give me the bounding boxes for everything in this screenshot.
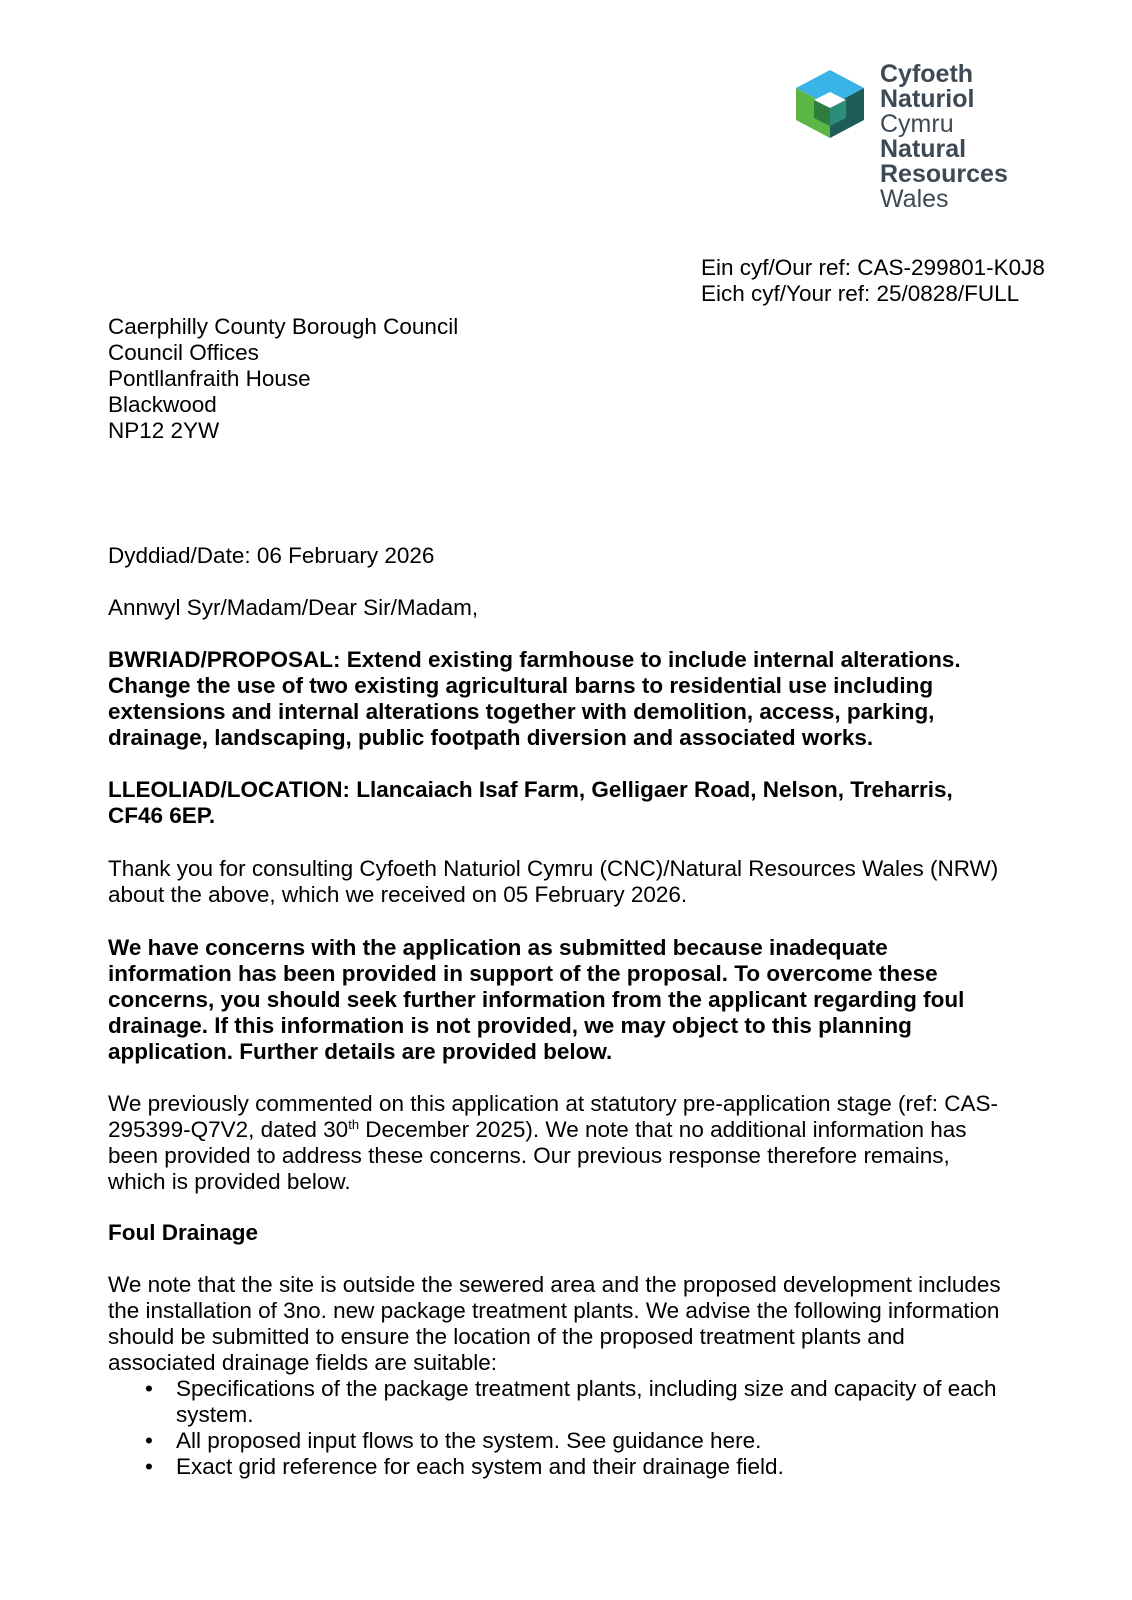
location-line: CF46 6EP. xyxy=(108,803,216,828)
list-item xyxy=(108,1376,1028,1428)
recipient-address xyxy=(108,314,458,444)
concerns-line: application. Further details are provided below. xyxy=(108,1039,613,1064)
foul-drainage-heading: Foul Drainage xyxy=(108,1220,259,1245)
list-item xyxy=(108,1428,1028,1454)
concerns-paragraph xyxy=(108,935,1008,1065)
previous-line: which is provided below. xyxy=(108,1169,351,1194)
thanks-line: Thank you for consulting Cyfoeth Naturiol Cymru (CNC)/Natural Resources Wales (NRW) xyxy=(108,856,999,881)
address-line: Caerphilly County Borough Council xyxy=(108,314,459,339)
list-item-line: system. xyxy=(176,1402,254,1427)
salutation: Annwyl Syr/Madam/Dear Sir/Madam, xyxy=(108,595,479,620)
foul-line: should be submitted to ensure the location of the proposed treatment plants and xyxy=(108,1324,905,1349)
letter-date: Dyddiad/Date: 06 February 2026 xyxy=(108,543,435,568)
our-ref: Ein cyf/Our ref: CAS-299801-K0J8 xyxy=(701,255,1045,280)
list-item-line: All proposed input flows to the system. See guidance here. xyxy=(176,1428,762,1453)
bullet-icon: • xyxy=(145,1428,153,1453)
foul-line: We note that the site is outside the sewered area and the proposed development includes xyxy=(108,1272,1001,1297)
concerns-line: We have concerns with the application as submitted because inadequate xyxy=(108,935,888,960)
proposal-paragraph xyxy=(108,647,1008,751)
requirements-list xyxy=(108,1376,1028,1480)
thanks-paragraph xyxy=(108,856,1028,908)
address-line: Council Offices xyxy=(108,340,259,365)
concerns-line: concerns, you should seek further information from the applicant regarding foul xyxy=(108,987,965,1012)
list-item-line: Exact grid reference for each system and their drainage field. xyxy=(176,1454,784,1479)
ordinal-suffix: th xyxy=(348,1117,360,1132)
logo-wordmark xyxy=(880,62,1008,212)
logo-line-3: Cymru xyxy=(880,110,954,138)
previous-line-part: 295399-Q7V2, dated 30 xyxy=(108,1117,349,1142)
address-line: Pontllanfraith House xyxy=(108,366,311,391)
previous-line: We previously commented on this application at statutory pre-application stage (ref: CAS- xyxy=(108,1091,999,1116)
foul-drainage-paragraph xyxy=(108,1272,1028,1376)
proposal-line: BWRIAD/PROPOSAL: Extend existing farmhouse to include internal alterations. xyxy=(108,647,961,672)
concerns-line: drainage. If this information is not provided, we may object to this planning xyxy=(108,1013,912,1038)
concerns-line: information has been provided in support of the proposal. To overcome these xyxy=(108,961,938,986)
proposal-line: Change the use of two existing agricultural barns to residential use including xyxy=(108,673,934,698)
nrw-hexagon-icon xyxy=(792,68,868,140)
previous-line-part: December 2025). We note that no additional information has xyxy=(359,1117,967,1142)
logo-line-1: Cyfoeth xyxy=(880,60,974,88)
previous-line xyxy=(108,1117,1028,1143)
references xyxy=(701,255,1045,307)
address-line: NP12 2YW xyxy=(108,418,220,443)
location-paragraph xyxy=(108,777,1008,829)
bullet-icon: • xyxy=(145,1376,153,1401)
foul-line: the installation of 3no. new package treatment plants. We advise the following information xyxy=(108,1298,1000,1323)
logo-line-5: Resources xyxy=(880,160,1008,188)
proposal-line: drainage, landscaping, public footpath diversion and associated works. xyxy=(108,725,874,750)
proposal-line: extensions and internal alterations together with demolition, access, parking, xyxy=(108,699,935,724)
location-line: LLEOLIAD/LOCATION: Llancaiach Isaf Farm, Gelligaer Road, Nelson, Treharris, xyxy=(108,777,953,802)
logo-line-4: Natural xyxy=(880,135,967,163)
thanks-line: about the above, which we received on 05 February 2026. xyxy=(108,882,688,907)
foul-line: associated drainage fields are suitable: xyxy=(108,1350,497,1375)
nrw-logo xyxy=(792,62,1032,222)
previous-line: been provided to address these concerns. Our previous response therefore remains, xyxy=(108,1143,950,1168)
your-ref: Eich cyf/Your ref: 25/0828/FULL xyxy=(701,281,1020,306)
bullet-icon: • xyxy=(145,1454,153,1479)
list-item-line: Specifications of the package treatment plants, including size and capacity of each xyxy=(176,1376,997,1401)
list-item xyxy=(108,1454,1028,1480)
previous-comments-paragraph xyxy=(108,1091,1028,1195)
address-line: Blackwood xyxy=(108,392,217,417)
logo-line-6: Wales xyxy=(880,185,949,213)
logo-line-2: Naturiol xyxy=(880,85,975,113)
